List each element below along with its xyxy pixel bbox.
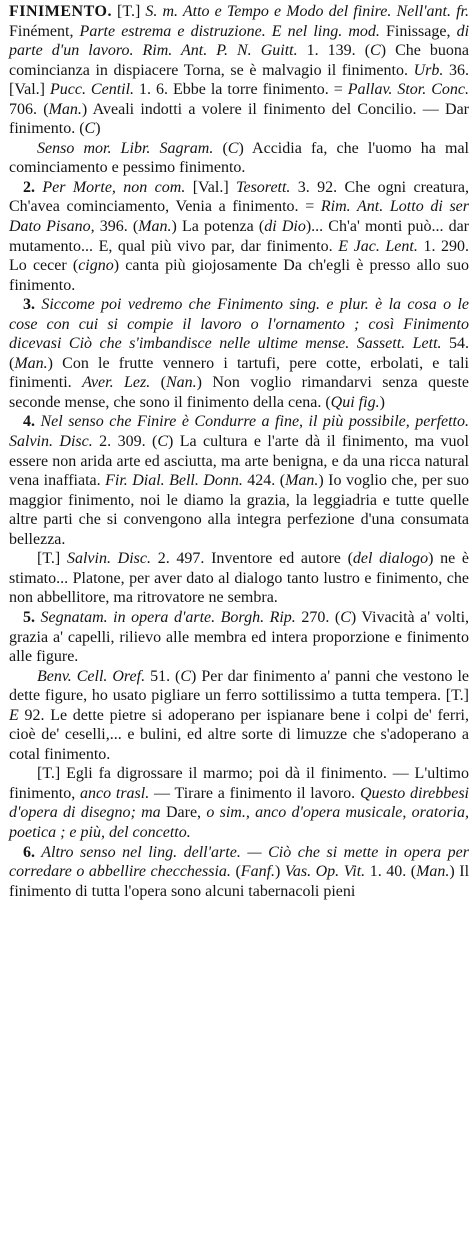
- entry-text: ) Con le frutte vennero i tartufi, pere cotte, erbolati, e tali finimenti.: [9, 354, 469, 392]
- entry-paragraph: [9, 178, 469, 295]
- sense-number: 2.: [23, 178, 35, 196]
- entry-text: Questo direbbesi d'opera di disegno; ma: [9, 784, 469, 822]
- entry-text: 424. (: [242, 472, 286, 490]
- entry-text: Altro senso nel ling. dell'arte. — Ciò che si mette in opera per corredare o abbellire checchessia.: [9, 843, 469, 881]
- entry-text: ) Io voglio che, per suo maggior finimento, noi le diamo la grazia, la leggiadria e tutte quelle altre parti che si convengono alla integra perfezione d'una consumata bellezza.: [9, 472, 470, 548]
- entry-text: 1. 139. (: [297, 42, 371, 60]
- entry-text: C: [227, 139, 239, 157]
- entry-text: Finissage,: [379, 22, 457, 40]
- entry-text: Qui fig.: [330, 393, 380, 411]
- entry-text: 3. 92. Che ogni creatura, Ch'avea cominciamento, Venia a finimento. =: [9, 178, 469, 216]
- entry-text: C: [180, 667, 192, 685]
- entry-text: )... Ch'a' monti può... dar mutamento... E, qual più vivo par, dar finimento.: [9, 218, 470, 255]
- entry-text: ) Accidia fa, che l'uomo ha mal cominciamento e pessimo finimento.: [9, 139, 469, 177]
- entry-text: Aver. Lez.: [82, 374, 151, 392]
- entry-text: ) Il finimento di tutta l'opera sono alcuni tabernacoli pieni: [9, 863, 470, 900]
- entry-text: ) Vivacità a' volti, grazia a' capelli, rilievo alle membra ed intera proporzione e finimento alle figure.: [9, 608, 470, 666]
- entry-text: di parte d'un lavoro. Rim. Ant. P. N. Guitt.: [9, 22, 470, 60]
- entry-text: (: [213, 139, 228, 157]
- entry-text: (: [150, 374, 166, 392]
- entry-text: 36. [Val.]: [9, 61, 469, 99]
- entry-text: Siccome poi vedremo che Finimento sing. e plur. è la cosa o le cose con cui si compie il lavoro o l'ornamento ; così Finimento dicevasi Ciò che s'imbandisce nelle ultime mense. Sassett. Lett.: [9, 296, 469, 353]
- headword: FINIMENTO.: [9, 3, 112, 20]
- entry-text: C: [340, 608, 351, 626]
- entry-text: [Val.]: [185, 178, 237, 196]
- entry-text: ): [379, 393, 385, 411]
- entry-text: 2. 309. (: [92, 433, 158, 451]
- entry-text: ) canta più giojosamente Da ch'egli è presso allo suo finimento.: [9, 257, 470, 294]
- entry-text: Man.: [48, 100, 82, 118]
- entry-text: Per Morte, non com.: [35, 178, 186, 196]
- entry-text: di Dio: [264, 218, 306, 236]
- entry-text: Fir. Dial. Bell. Donn.: [105, 472, 243, 490]
- entry-paragraph: [9, 2, 469, 139]
- entry-text: 1. 290. Lo cecer (: [9, 237, 470, 275]
- entry-text: Finément,: [9, 22, 80, 40]
- entry-text: S. m. Atto e Tempo e Modo del finire. Nell'ant. fr.: [145, 3, 469, 20]
- entry-text: C: [157, 433, 169, 451]
- entry-paragraph: [9, 412, 469, 549]
- entry-text: Salvin. Disc.: [66, 550, 151, 568]
- entry-text: Tesorett.: [236, 178, 291, 196]
- entry-text: ) Non voglio rimandarvi senza queste seconde mense, che sono il finimento della cena. (: [9, 374, 470, 411]
- entry-text: 92. Le dette pietre si adoperano per ispianare bene i colpi de' ferri, cioè de' ceselli,... e bulini, ed altre sorte di limuzze che s'adoperano a cotal finimento.: [9, 706, 469, 763]
- entry-text: E: [9, 706, 19, 724]
- entry-paragraph: [9, 139, 469, 178]
- entry-text: ) Che buona comincianza in dispiacere Torna, se è malvagio il finimento.: [9, 42, 469, 79]
- entry-text: del dialogo: [352, 550, 429, 568]
- entry-text: Man.: [14, 354, 48, 372]
- entry-text: C: [370, 42, 381, 60]
- entry-text: ) Aveali indotti a volere il finimento del Concilio. — Dar finimento. (: [9, 100, 470, 138]
- entry-text: Rim. Ant. Lotto di ser Dato Pisano,: [9, 198, 469, 236]
- entry-text: Parte estrema e distruzione. E nel ling. mod.: [79, 22, 380, 40]
- entry-text: 54. (: [9, 335, 470, 372]
- entry-text: Fanf.: [240, 863, 276, 881]
- entry-text: Vas. Op. Vit.: [284, 863, 366, 881]
- entry-text: Nan.: [165, 374, 197, 392]
- entry-paragraph: [9, 843, 469, 902]
- entry-text: Man.: [285, 472, 319, 490]
- entry-text: Urb.: [413, 61, 444, 79]
- entry-text: E Jac. Lent.: [338, 237, 418, 255]
- entry-paragraph: [9, 608, 469, 667]
- entry-text: — Tirare a finimento il lavoro.: [149, 784, 360, 802]
- entry-text: Egli fa digrossare il marmo; poi dà il finimento. — L'ultimo finimento,: [9, 765, 469, 802]
- entry-text: o sim., anco d'opera musicale, oratoria, poetica ; e più, del concetto.: [9, 804, 470, 841]
- entry-text: Nel senso che Finire è Condurre a fine, il più possibile, perfetto. Salvin. Disc.: [9, 413, 469, 451]
- entry-text: ): [95, 120, 101, 138]
- entry-paragraph: [9, 667, 469, 765]
- entry-text: cigno: [78, 257, 114, 275]
- entry-text: ) La potenza (: [171, 218, 265, 236]
- entry-text: 1. 6. Ebbe la torre finimento. =: [134, 81, 348, 99]
- entry-text: [T.]: [37, 765, 67, 783]
- entry-text: Senso mor. Libr. Sagram.: [37, 139, 214, 157]
- entry-text: Segnatam. in opera d'arte. Borgh. Rip.: [35, 608, 296, 626]
- entry-text: Pallav. Stor. Conc.: [347, 81, 469, 99]
- sense-number: 6.: [23, 843, 35, 861]
- entry-text: Benv. Cell. Oref.: [37, 667, 146, 685]
- entry-text: [T.]: [111, 3, 146, 20]
- entry-text: anco trasl.: [75, 784, 150, 802]
- entry-text: 51. (: [145, 667, 181, 685]
- entry-text: ): [275, 863, 285, 881]
- entry-text: ) Per dar finimento a' panni che vestono le dette figure, ho usato pigliare un ferro sottilissimo a tutta tempera. [T.]: [9, 667, 470, 705]
- entry-paragraph: [9, 764, 469, 842]
- entry-text: 706. (: [9, 100, 49, 118]
- sense-number: 3.: [23, 296, 35, 314]
- sense-number: 4.: [23, 413, 35, 431]
- entry-paragraph: [9, 549, 469, 608]
- entry-text: (: [230, 863, 241, 881]
- entry-text: 396. (: [94, 218, 139, 236]
- entry-text: 270. (: [295, 608, 341, 626]
- entry-text: 2. 497. Inventore ed autore (: [150, 550, 353, 568]
- entry-paragraph: [9, 295, 469, 412]
- entry-text: Pucc. Centil.: [49, 81, 135, 99]
- entry-text: Dare,: [160, 804, 207, 822]
- dictionary-entry-finimento: [9, 2, 469, 901]
- entry-text: ) ne è stimato... Platone, per aver dato al dialogo tanto lustro e finimento, che non abbellitore, ma ritrovatore ne sembra.: [9, 550, 469, 607]
- entry-text: C: [84, 120, 96, 138]
- entry-text: [T.]: [37, 550, 67, 568]
- sense-number: 5.: [23, 608, 35, 626]
- entry-text: Man.: [138, 218, 172, 236]
- entry-text: Man.: [416, 863, 450, 881]
- entry-text: ) La cultura e l'arte dà il finimento, ma vuol essere non arida arte ed asciutta, ma arte benigna, e da una ricca natural vena inaffiata.: [9, 433, 470, 490]
- entry-text: 1. 40. (: [365, 863, 417, 881]
